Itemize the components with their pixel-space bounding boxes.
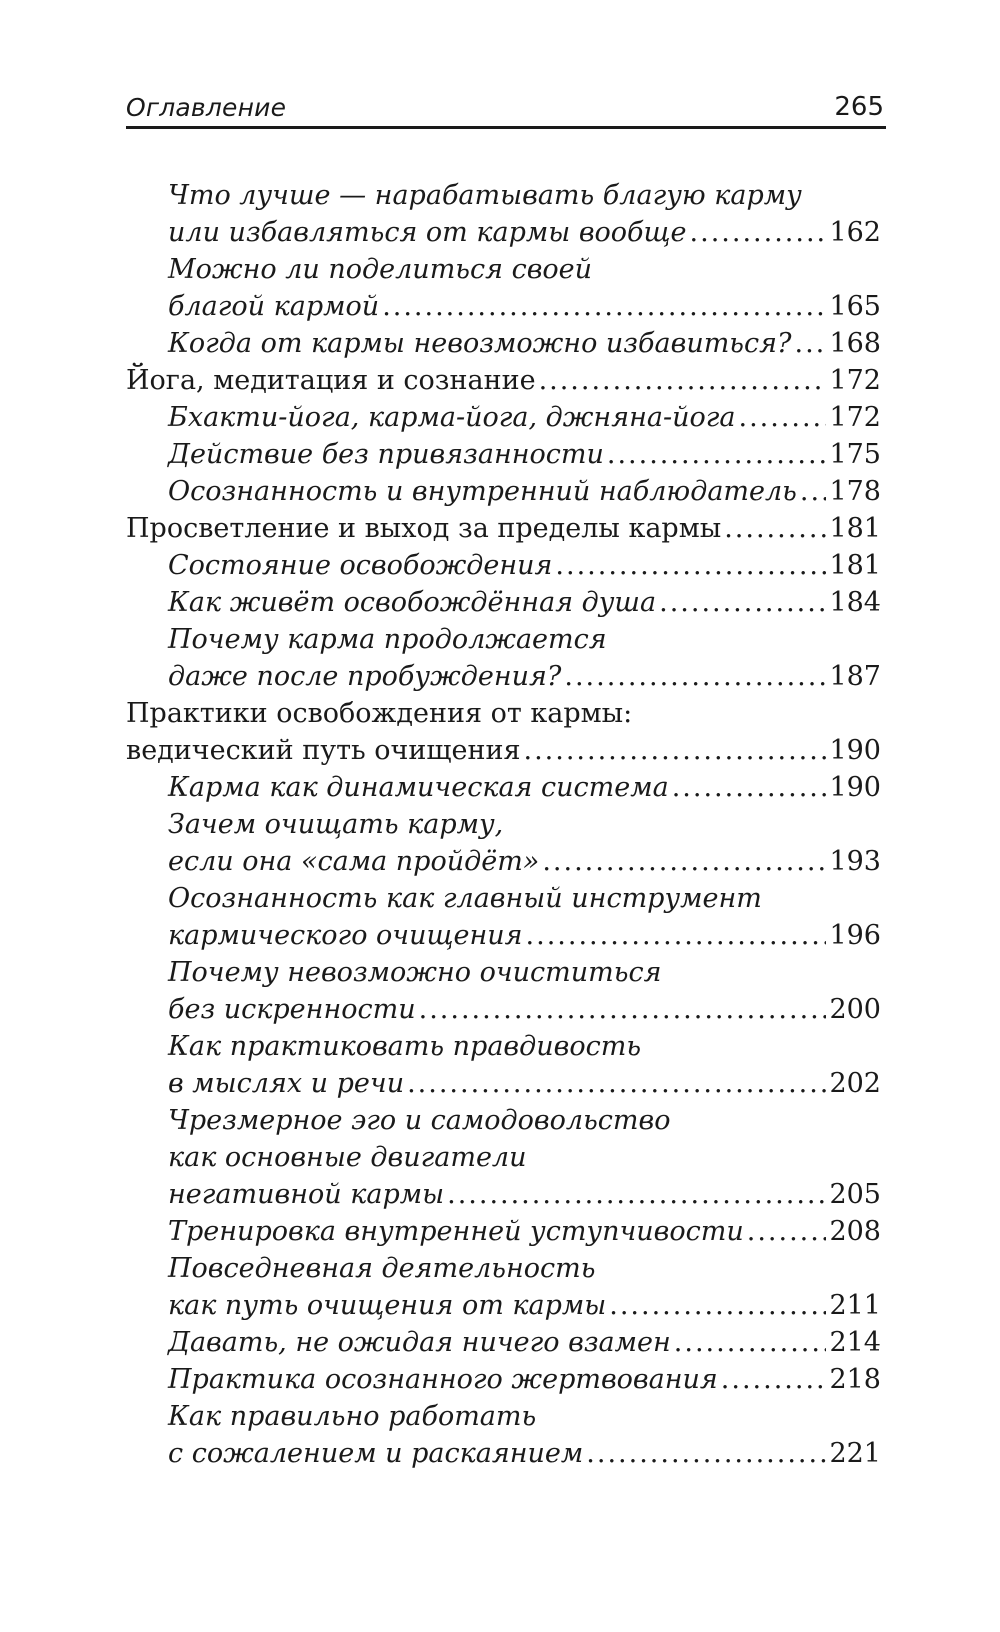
toc-entry — [126, 436, 881, 473]
toc-entry-page: 190 — [829, 735, 881, 766]
toc-section-line — [126, 1102, 881, 1139]
toc-section-line — [126, 1250, 881, 1287]
toc-entry-page: 221 — [829, 1438, 881, 1469]
toc-section-line — [126, 1065, 881, 1102]
toc-entry-title: Действие без привязанности — [168, 439, 604, 470]
dot-leader — [607, 436, 827, 473]
toc-entry-page: 200 — [829, 994, 881, 1025]
toc-section-line — [126, 473, 881, 510]
dot-leader — [724, 510, 826, 547]
toc-entry-title: Можно ли поделиться своей — [168, 254, 593, 285]
dot-leader — [526, 917, 827, 954]
toc-section-line — [126, 1176, 881, 1213]
toc-entry-title: Тренировка внутренней уступчивости — [168, 1216, 744, 1247]
toc-chapter-line — [126, 732, 881, 769]
toc-entry — [126, 251, 881, 325]
toc-entry-title: Практика осознанного жертвования — [168, 1364, 718, 1395]
toc-entry — [126, 362, 881, 399]
toc-section-line — [126, 1435, 881, 1472]
dot-leader — [447, 1176, 826, 1213]
dot-leader — [721, 1361, 827, 1398]
toc-section-line — [126, 954, 881, 991]
toc-section-line — [126, 1287, 881, 1324]
toc-section-line — [126, 325, 881, 362]
toc-section-line — [126, 1361, 881, 1398]
dot-leader — [407, 1065, 826, 1102]
toc-entry — [126, 1361, 881, 1398]
toc-entry-title: негативной кармы — [168, 1179, 445, 1210]
toc-entry — [126, 954, 881, 1028]
toc-entry-title: Осознанность как главный инструмент — [168, 883, 762, 914]
toc-entry-page: 211 — [829, 1290, 881, 1321]
toc-entry-page: 181 — [829, 550, 881, 581]
toc-entry-page: 178 — [829, 476, 881, 507]
toc-section-line — [126, 399, 881, 436]
toc-entry-title: Что лучше — нарабатывать благую карму — [168, 180, 802, 211]
toc-entry — [126, 1398, 881, 1472]
toc-entry-page: 214 — [829, 1327, 881, 1358]
toc-entry-page: 181 — [829, 513, 881, 544]
toc-section-line — [126, 1324, 881, 1361]
toc-entry-title: Давать, не ожидая ничего взамен — [168, 1327, 671, 1358]
dot-leader — [659, 584, 826, 621]
dot-leader — [690, 214, 827, 251]
toc-entry — [126, 1213, 881, 1250]
toc-entry-page: 218 — [829, 1364, 881, 1395]
dot-leader — [539, 362, 827, 399]
toc-entry — [126, 177, 881, 251]
header-rule — [126, 126, 886, 129]
toc-entry-title: Практики освобождения от кармы: — [126, 698, 633, 729]
toc-entry — [126, 547, 881, 584]
toc-section-line — [126, 251, 881, 288]
toc-entry-title: как основные двигатели — [168, 1142, 527, 1173]
toc-entry — [126, 510, 881, 547]
toc-entry-title: Как практиковать правдивость — [168, 1031, 642, 1062]
toc-entry — [126, 399, 881, 436]
toc-entry-title: Йога, медитация и сознание — [126, 365, 536, 396]
dot-leader — [542, 843, 826, 880]
toc-entry-title: Почему невозможно очиститься — [168, 957, 662, 988]
toc-entry — [126, 806, 881, 880]
dot-leader — [382, 288, 826, 325]
toc-entry-title: как путь очищения от кармы — [168, 1290, 607, 1321]
toc-entry-page: 162 — [829, 217, 881, 248]
toc-section-line — [126, 658, 881, 695]
toc-entry — [126, 1102, 881, 1213]
toc-section-line — [126, 843, 881, 880]
toc-entry — [126, 325, 881, 362]
toc-entry — [126, 1028, 881, 1102]
dot-leader — [674, 1324, 827, 1361]
toc-entry-title: в мыслях и речи — [168, 1068, 405, 1099]
toc-chapter-line — [126, 510, 881, 547]
toc-entry-title: Состояние освобождения — [168, 550, 553, 581]
toc-entry — [126, 769, 881, 806]
toc-entry-page: 184 — [829, 587, 881, 618]
toc-entry-page: 205 — [829, 1179, 881, 1210]
toc-entry — [126, 584, 881, 621]
toc-chapter-line — [126, 362, 881, 399]
dot-leader — [555, 547, 826, 584]
dot-leader — [800, 473, 827, 510]
toc-entry-page: 208 — [829, 1216, 881, 1247]
toc-entry-title: ведический путь очищения — [126, 735, 521, 766]
table-of-contents — [126, 177, 881, 1472]
toc-entry-title: Бхакти-йога, карма-йога, джняна-йога — [168, 402, 736, 433]
toc-section-line — [126, 1213, 881, 1250]
toc-entry-page: 175 — [829, 439, 881, 470]
toc-section-line — [126, 1398, 881, 1435]
toc-entry-title: или избавляться от кармы вообще — [168, 217, 687, 248]
toc-section-line — [126, 991, 881, 1028]
toc-entry-title: Повседневная деятельность — [168, 1253, 596, 1284]
toc-entry-title: с сожалением и раскаянием — [168, 1438, 584, 1469]
toc-entry-title: Как живёт освобождённая душа — [168, 587, 657, 618]
toc-entry — [126, 880, 881, 954]
toc-entry-page: 193 — [829, 846, 881, 877]
toc-section-line — [126, 1028, 881, 1065]
toc-section-line — [126, 806, 881, 843]
toc-section-line — [126, 436, 881, 473]
toc-section-line — [126, 769, 881, 806]
toc-entry-title: без искренности — [168, 994, 416, 1025]
toc-entry-title: благой кармой — [168, 291, 380, 322]
toc-entry-title: Осознанность и внутренний наблюдатель — [168, 476, 797, 507]
toc-entry-title: кармического очищения — [168, 920, 523, 951]
toc-entry-title: Карма как динамическая система — [168, 772, 669, 803]
running-head — [126, 78, 886, 122]
toc-section-line — [126, 584, 881, 621]
toc-entry-page: 172 — [829, 402, 881, 433]
toc-entry-title: Почему карма продолжается — [168, 624, 607, 655]
toc-section-line — [126, 288, 881, 325]
toc-entry-title: Когда от кармы невозможно избавиться? — [168, 328, 792, 359]
toc-section-line — [126, 177, 881, 214]
toc-chapter-line — [126, 695, 881, 732]
toc-entry-title: Как правильно работать — [168, 1401, 537, 1432]
dot-leader — [609, 1287, 826, 1324]
toc-entry-title: Чрезмерное эго и самодовольство — [168, 1105, 671, 1136]
dot-leader — [419, 991, 827, 1028]
toc-entry-title: Зачем очищать карму, — [168, 809, 504, 840]
toc-entry-page: 202 — [829, 1068, 881, 1099]
toc-section-line — [126, 621, 881, 658]
toc-entry-page: 187 — [829, 661, 881, 692]
page-number: 265 — [834, 92, 884, 122]
dot-leader — [524, 732, 827, 769]
toc-entry-title: если она «сама пройдёт» — [168, 846, 540, 877]
toc-section-line — [126, 1139, 881, 1176]
dot-leader — [564, 658, 826, 695]
toc-entry-page: 190 — [829, 772, 881, 803]
dot-leader — [738, 399, 826, 436]
toc-entry-page: 165 — [829, 291, 881, 322]
toc-section-line — [126, 917, 881, 954]
running-title: Оглавление — [126, 93, 287, 122]
toc-entry — [126, 1324, 881, 1361]
toc-entry-title: даже после пробуждения? — [168, 661, 562, 692]
dot-leader — [747, 1213, 827, 1250]
toc-entry — [126, 1250, 881, 1324]
toc-section-line — [126, 547, 881, 584]
toc-entry-page: 172 — [829, 365, 881, 396]
dot-leader — [794, 325, 826, 362]
toc-entry-page: 168 — [829, 328, 881, 359]
toc-entry — [126, 473, 881, 510]
toc-section-line — [126, 214, 881, 251]
toc-entry-title: Просветление и выход за пределы кармы — [126, 513, 722, 544]
dot-leader — [672, 769, 827, 806]
dot-leader — [586, 1435, 826, 1472]
toc-entry — [126, 621, 881, 695]
toc-entry — [126, 695, 881, 769]
toc-entry-page: 196 — [829, 920, 881, 951]
toc-section-line — [126, 880, 881, 917]
